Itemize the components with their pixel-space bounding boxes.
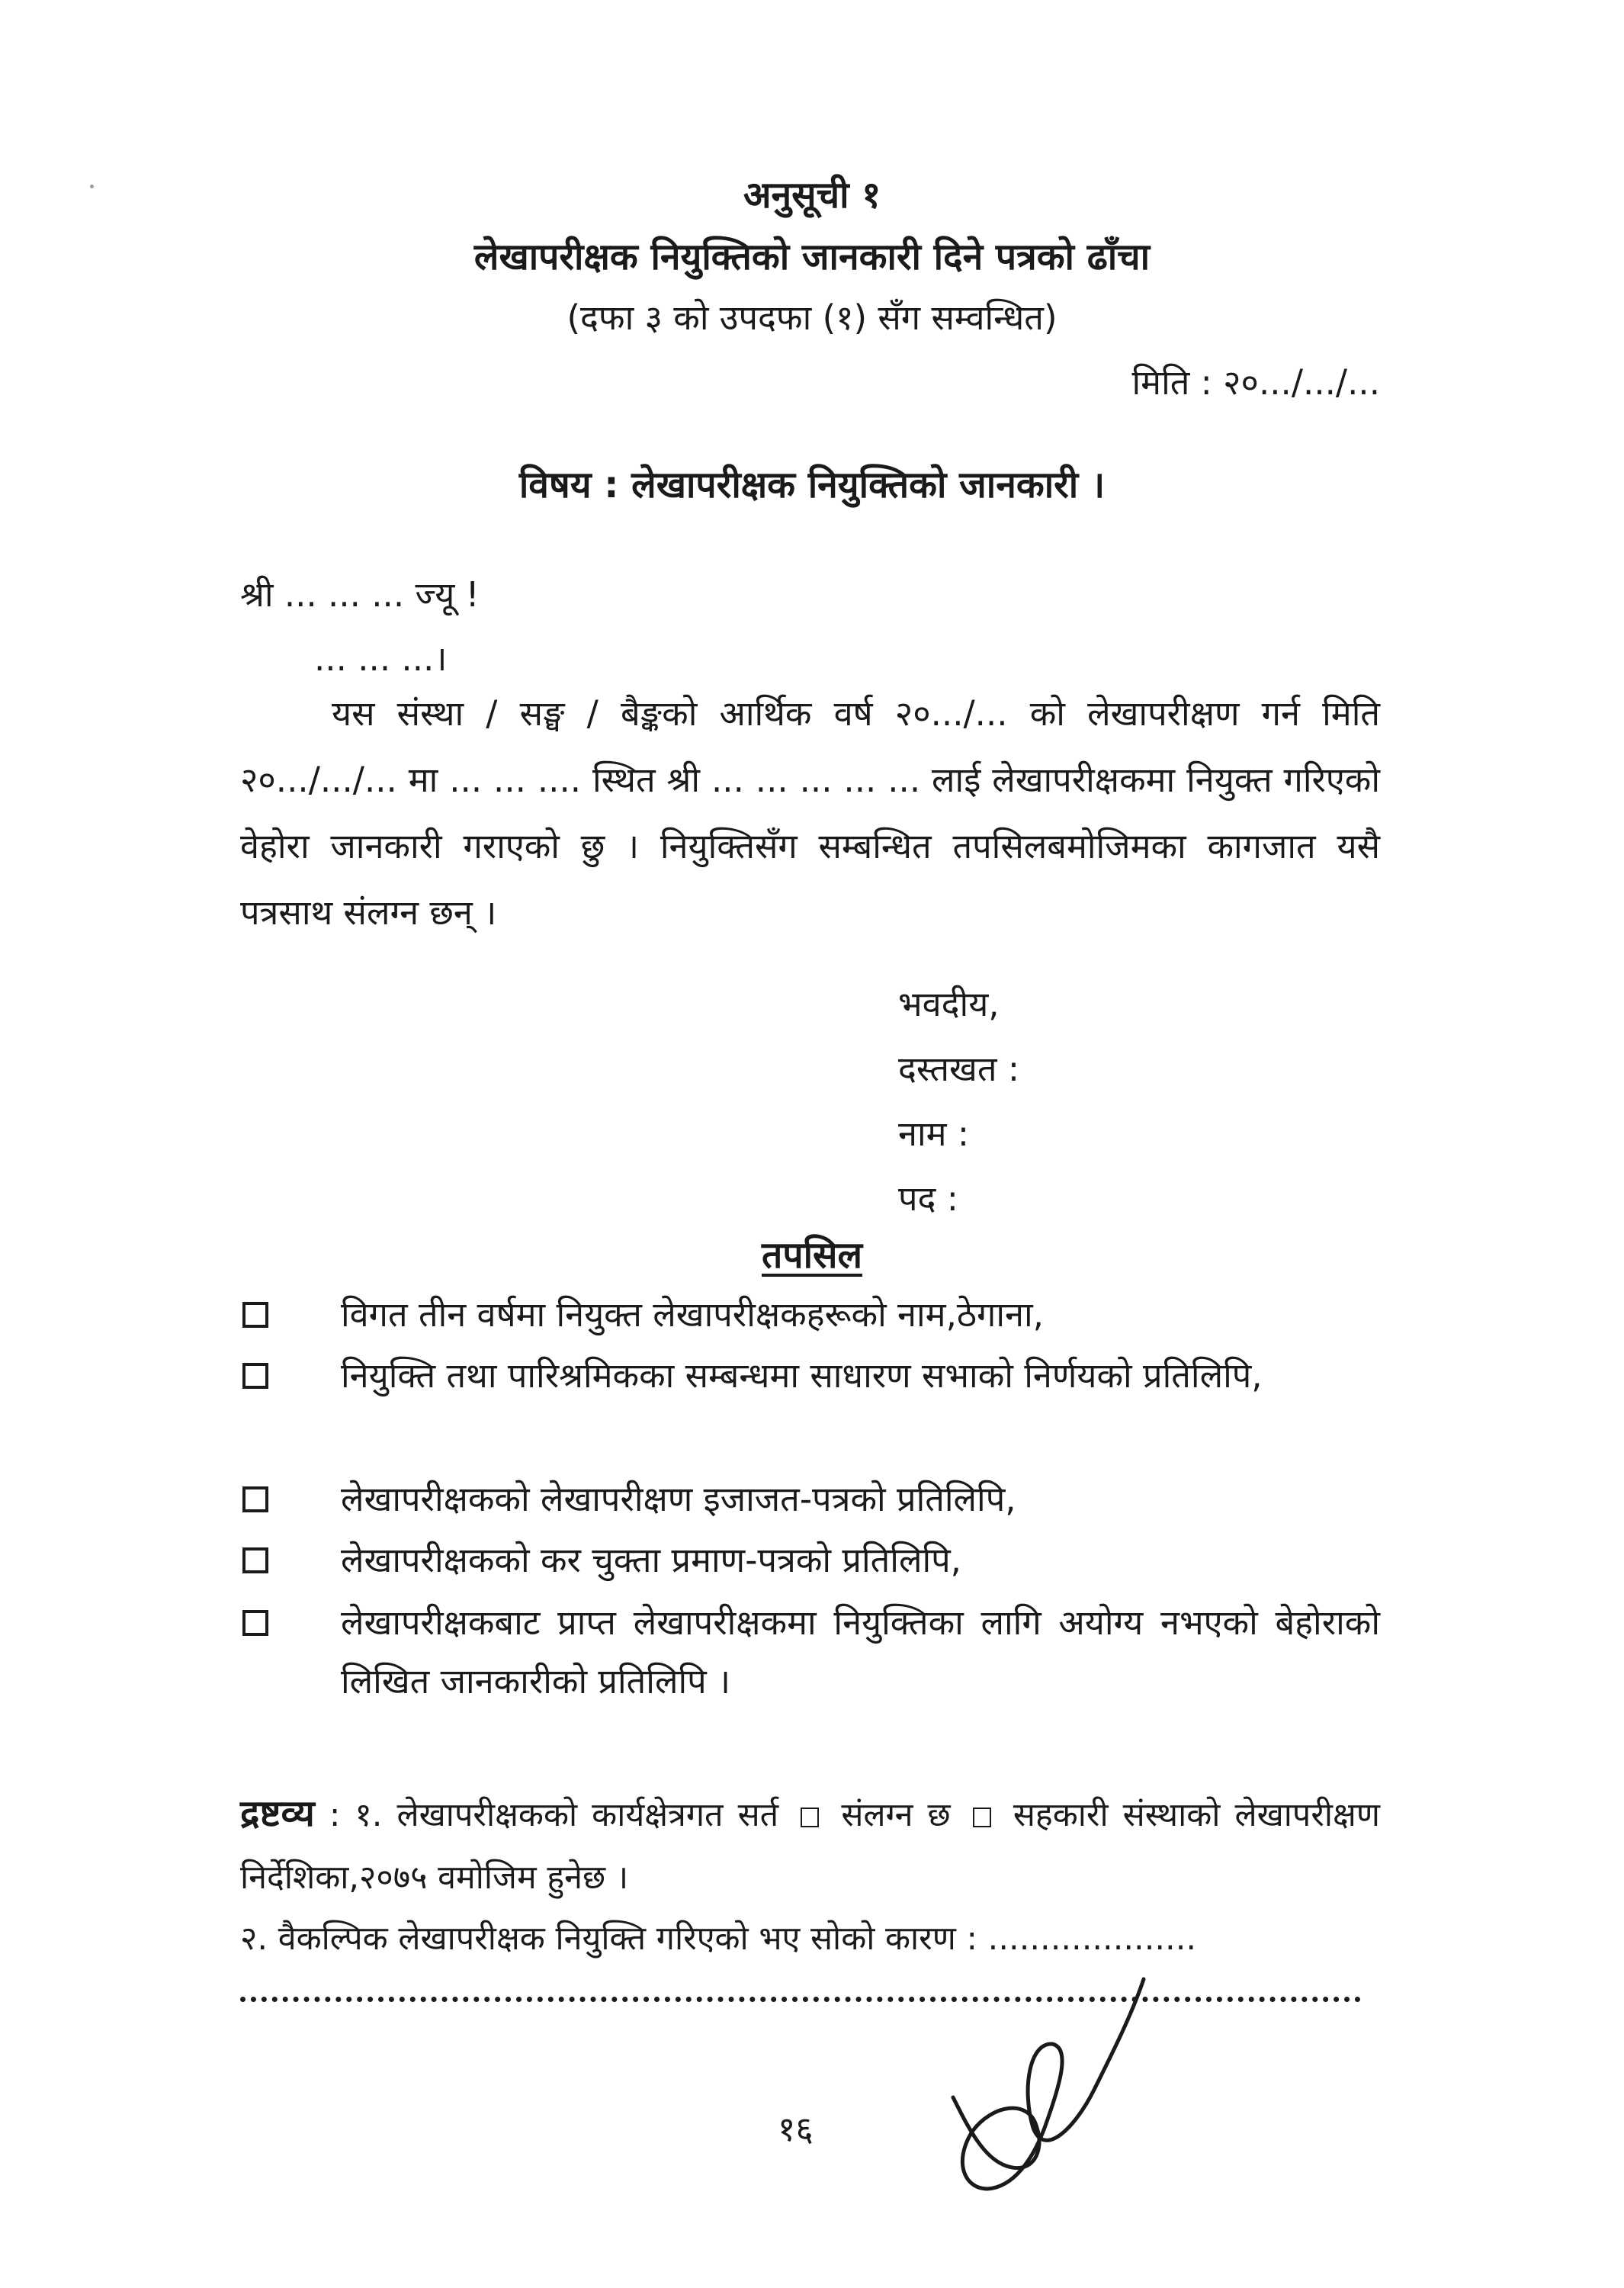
dotted-fill-line	[240, 1997, 1361, 2002]
attachments-heading: तपसिल	[761, 1234, 863, 1277]
attachment-checkbox-1[interactable]	[242, 1302, 268, 1328]
attachment-checkbox-3[interactable]	[242, 1486, 268, 1512]
attachment-checkbox-4[interactable]	[242, 1547, 268, 1573]
attachment-item: नियुक्ति तथा पारिश्रमिकका सम्बन्धमा साधारण सभाको निर्णयको प्रतिलिपि,	[341, 1355, 1263, 1396]
closing-line: भवदीय,	[898, 984, 1000, 1024]
note-1	[240, 1782, 1380, 1909]
note-1-middle: संलग्न छ	[841, 1796, 951, 1834]
schedule-title: अनुसूची १	[743, 174, 881, 217]
page-number: १६	[778, 2109, 814, 2149]
name-label: नाम :	[898, 1113, 970, 1154]
addressee-line: श्री ... ... ... ज्यू !	[240, 574, 480, 615]
designation-label: पद :	[898, 1178, 958, 1219]
attachment-item: विगत तीन वर्षमा नियुक्त लेखापरीक्षकहरूको नाम,ठेगाना,	[341, 1294, 1044, 1335]
letter-subject: विषय : लेखापरीक्षक नियुक्तिको जानकारी ।	[518, 464, 1106, 506]
date-line: मिति : २०.../.../...	[1131, 362, 1380, 403]
attachment-item: लेखापरीक्षकको लेखापरीक्षण इजाजत-पत्रको प्रतिलिपि,	[341, 1479, 1016, 1519]
handwritten-signature	[900, 1975, 1151, 2196]
letter-body: यस संस्था / सङ्घ / बैङ्कको आर्थिक वर्ष २०.../... को लेखापरीक्षण गर्न मिति २०.../.../... मा ... ... .... स्थित श्री ... ... ... ... ... लाई लेखापरीक्षकमा नियुक्त गरिएको वेहोरा जानकारी गराएको छु । नियुक्तिसँग सम्बन्धित तपसिलबमोजिमका कागजात यसै पत्रसाथ संलग्न छन् ।	[240, 693, 1380, 933]
attachment-checkbox-2[interactable]	[242, 1363, 268, 1389]
small-checkbox-1[interactable]	[801, 1808, 819, 1827]
note-1-prefix: : १. लेखापरीक्षकको कार्यक्षेत्रगत सर्त	[329, 1796, 779, 1834]
address-line: ... ... ...।	[314, 638, 448, 679]
small-checkbox-2[interactable]	[973, 1808, 991, 1827]
attachment-item: लेखापरीक्षकबाट प्राप्त लेखापरीक्षकमा नियुक्तिका लागि अयोग्य नभएको बेहोराको लिखित जानकारीको प्रतिलिपि ।	[341, 1602, 1380, 1702]
signature-label: दस्तखत :	[898, 1049, 1019, 1089]
note-2: २. वैकल्पिक लेखापरीक्षक नियुक्ति गरिएको भए सोको कारण : ....................	[240, 1920, 1197, 1958]
note-1-suffix: सहकारी संस्थाको लेखापरीक्षण निर्देशिका,२०७५ वमोजिम हुनेछ ।	[240, 1796, 1380, 1897]
note-label: द्रष्टव्य	[240, 1792, 315, 1835]
section-reference: (दफा ३ को उपदफा (१) सँग सम्वन्धित)	[566, 297, 1058, 338]
form-title: लेखापरीक्षक नियुक्तिको जानकारी दिने पत्रको ढाँचा	[473, 236, 1151, 278]
attachment-checkbox-5[interactable]	[242, 1610, 268, 1636]
attachment-item: लेखापरीक्षकको कर चुक्ता प्रमाण-पत्रको प्रतिलिपि,	[341, 1540, 961, 1580]
